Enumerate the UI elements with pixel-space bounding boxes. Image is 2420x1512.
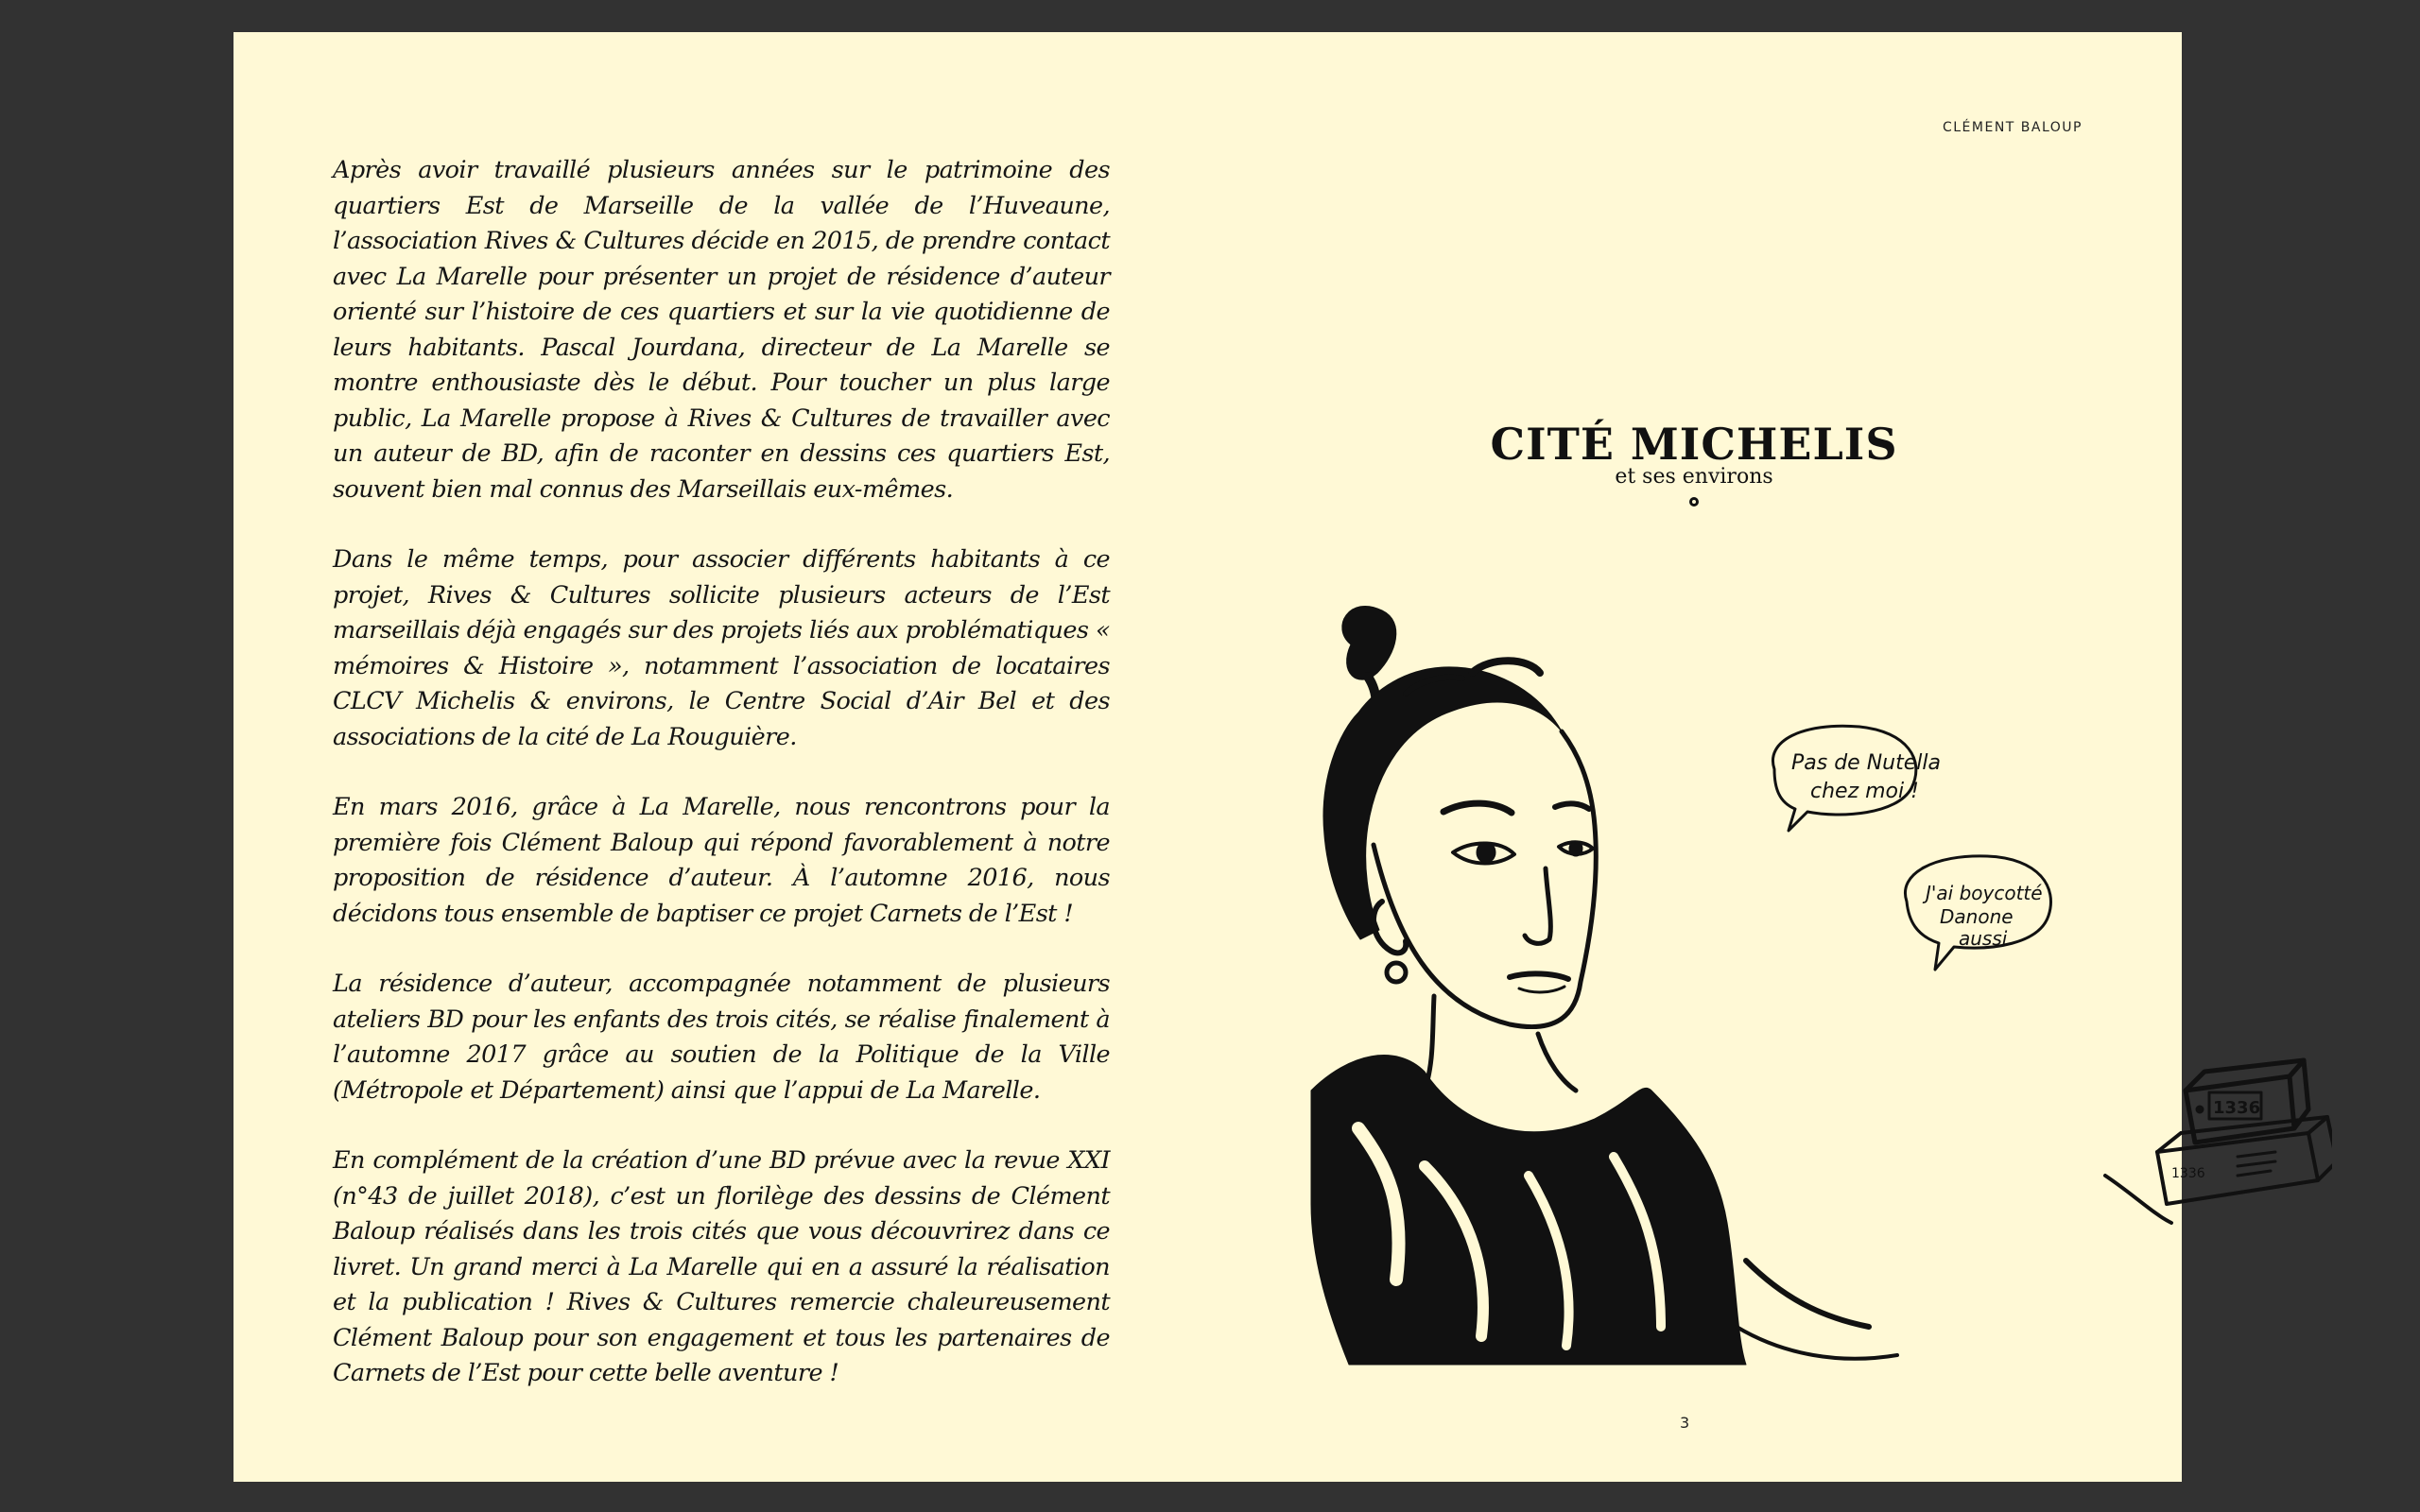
paragraph-5: En complément de la création d’une BD prévue avec la revue XXI (n°43 de juillet 2018), c’est un florilège des dessins de Clément Baloup réalisés dans les trois cités que vous découvrirez dans ce livret. Un grand merci à La Marelle qui en a assuré la réalisation et la publication ! Rives & Cultures remercie chaleureusement Clément Baloup pour son engagement et tous les partenaires de Carnets de l’Est pour cette belle aventure ! [333, 1146, 1110, 1387]
paragraph-4: La résidence d’auteur, accompagnée notamment de plusieurs ateliers BD pour les enfants des trois cités, se réalise finalement à l’automne 2017 grâce au soutien de la Politique de la Ville (Métropole et Département) ainsi que l’appui de La Marelle. [333, 970, 1110, 1105]
bubble-2-line-3: aussi. [1959, 927, 2014, 950]
circle-ornament-icon [1689, 497, 1699, 507]
bubble-1-line-2: chez moi ! [1810, 780, 1919, 803]
bubble-2-line-2: Danone [1940, 905, 2014, 928]
bubble-2-line-1: J'ai boycotté [1926, 882, 2043, 904]
page-number: 3 [1680, 1414, 1690, 1432]
book-spread [233, 32, 2261, 1482]
chapter-subtitle: et ses environs [1615, 465, 1773, 489]
paragraph-2: Dans le même temps, pour associer différents habitants à ce projet, Rives & Cultures sollicite plusieurs acteurs de l’Est marseillais déjà engagés sur des projets liés aux problématiques « mémoires & Histoire », notamment l’association de locataires CLCV Michelis & environs, le Centre Social d’Air Bel et des associations de la cité de La Rouguière. [333, 545, 1110, 751]
woman-ink-illustration [1292, 599, 2332, 1421]
box-side-label: 1336 [2171, 1166, 2205, 1181]
paragraph-1: Après avoir travaillé plusieurs années sur le patrimoine des quartiers Est de Marseille de la vallée de l’Huveaune, l’association Rives & Cultures décide en 2015, de prendre contact avec La Marelle pour présenter un projet de résidence d’auteur orienté sur l’histoire de ces quartiers et sur la vie quotidienne de leurs habitants. Pascal Jourdana, directeur de La Marelle se montre enthousiaste dès le début. Pour toucher un plus large public, La Marelle propose à Rives & Cultures de travailler avec un auteur de BD, afin de raconter en dessins ces quartiers Est, souvent bien mal connus des Marseillais eux-mêmes. [333, 156, 1110, 504]
box-label: 1336 [2213, 1098, 2261, 1118]
left-page [333, 153, 1110, 1427]
bubble-1-line-1: Pas de Nutella [1791, 751, 1941, 775]
chapter-title: CITÉ MICHELIS [1490, 419, 1898, 470]
paragraph-3: En mars 2016, grâce à La Marelle, nous rencontrons pour la première fois Clément Baloup qui répond favorablement à notre proposition de résidence d’auteur. À l’automne 2016, nous décidons tous ensemble de baptiser ce projet Carnets de l’Est ! [333, 793, 1110, 928]
running-header-author: CLÉMENT BALOUP [1942, 120, 2083, 135]
chapter-title-block [1458, 418, 1930, 507]
